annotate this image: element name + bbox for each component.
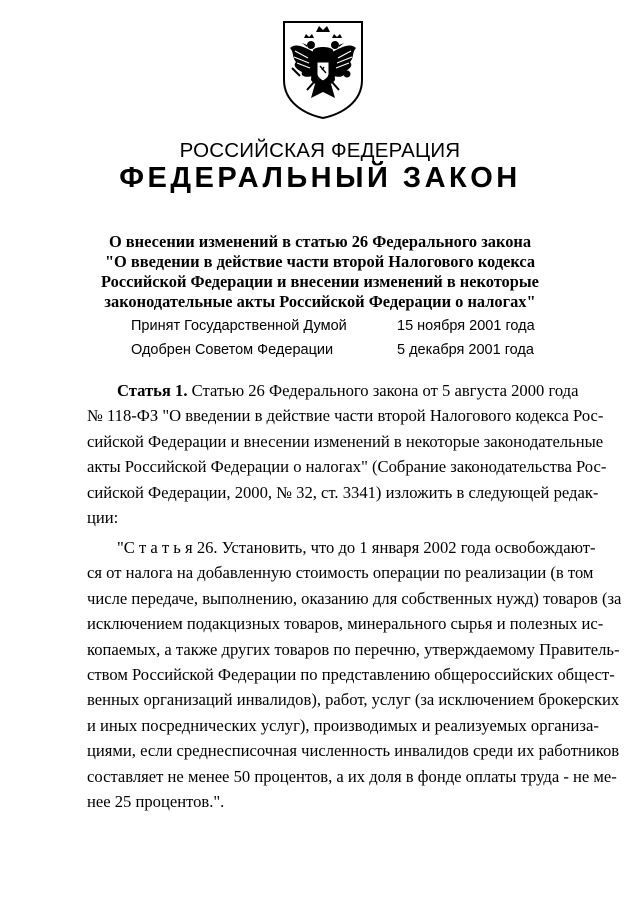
law-title-line: Российской Федерации и внесении изменений в некоторые xyxy=(101,272,539,291)
article-26-line: исключением подакцизных товаров, минерального сырья и полезных ис- xyxy=(87,614,604,634)
article-1-label: Статья 1. xyxy=(117,381,188,400)
law-title xyxy=(60,232,580,312)
article-26-line: и иных посреднических услуг), производимых и реализуемых организа- xyxy=(87,715,599,735)
article-1-line xyxy=(87,378,577,403)
article-26-line: нее 25 процентов.". xyxy=(87,792,225,812)
duma-adoption-label: Принят Государственной Думой xyxy=(131,318,347,334)
document-type-heading: ФЕДЕРАЛЬНЫЙ ЗАКОН xyxy=(119,162,521,194)
russian-coat-of-arms-icon xyxy=(278,18,368,120)
article-1-line: сийской Федерации и внесении изменений в некоторые законодательные xyxy=(87,431,604,451)
duma-adoption-date: 15 ноября 2001 года xyxy=(397,318,535,334)
article-1-line: акты Российской Федерации о налогах" (Собрание законодательства Рос- xyxy=(87,457,607,477)
article-26-line: числе передаче, выполнению, оказанию для собственных нужд) товаров (за xyxy=(87,588,622,608)
article-26-label: "С т а т ь я xyxy=(117,538,193,557)
country-heading: РОССИЙСКАЯ ФЕДЕРАЦИЯ xyxy=(179,139,461,162)
article-26-line: венных организаций инвалидов), работ, услуг (за исключением брокерских xyxy=(87,690,620,710)
article-1-text: Статью 26 Федерального закона от 5 августа 2000 года xyxy=(191,381,579,400)
article-26-line xyxy=(87,535,596,560)
article-1-line: № 118-ФЗ "О введении в действие части второй Налогового кодекса Рос- xyxy=(87,406,604,426)
article-1 xyxy=(87,378,607,530)
law-title-line: законодательные акты Российской Федерации о налогах" xyxy=(104,292,536,311)
council-approval-label: Одобрен Советом Федерации xyxy=(131,342,334,358)
article-26 xyxy=(87,535,622,814)
article-26-line: составляет не менее 50 процентов, а их доля в фонде оплаты труда - не ме- xyxy=(87,766,617,786)
law-title-line: О внесении изменений в статью 26 Федерального закона xyxy=(108,232,532,251)
article-26-line: ством Российской Федерации по представлению общероссийских общест- xyxy=(87,665,615,685)
law-title-line: "О введении в действие части второй Налогового кодекса xyxy=(104,252,536,271)
article-1-line: сийской Федерации, 2000, № 32, ст. 3341) изложить в следующей редак- xyxy=(87,482,599,502)
article-26-text: 26. Установить, что до 1 января 2002 года освобождают- xyxy=(196,538,596,557)
article-1-line: ции: xyxy=(87,508,119,528)
article-26-line: ся от налога на добавленную стоимость операции по реализации (в том xyxy=(87,563,594,583)
article-26-line: копаемых, а также других товаров по перечню, утверждаемому Правитель- xyxy=(87,639,620,659)
council-approval-date: 5 декабря 2001 года xyxy=(397,342,534,358)
article-26-line: циями, если среднесписочная численность инвалидов среди их работников xyxy=(87,741,620,761)
